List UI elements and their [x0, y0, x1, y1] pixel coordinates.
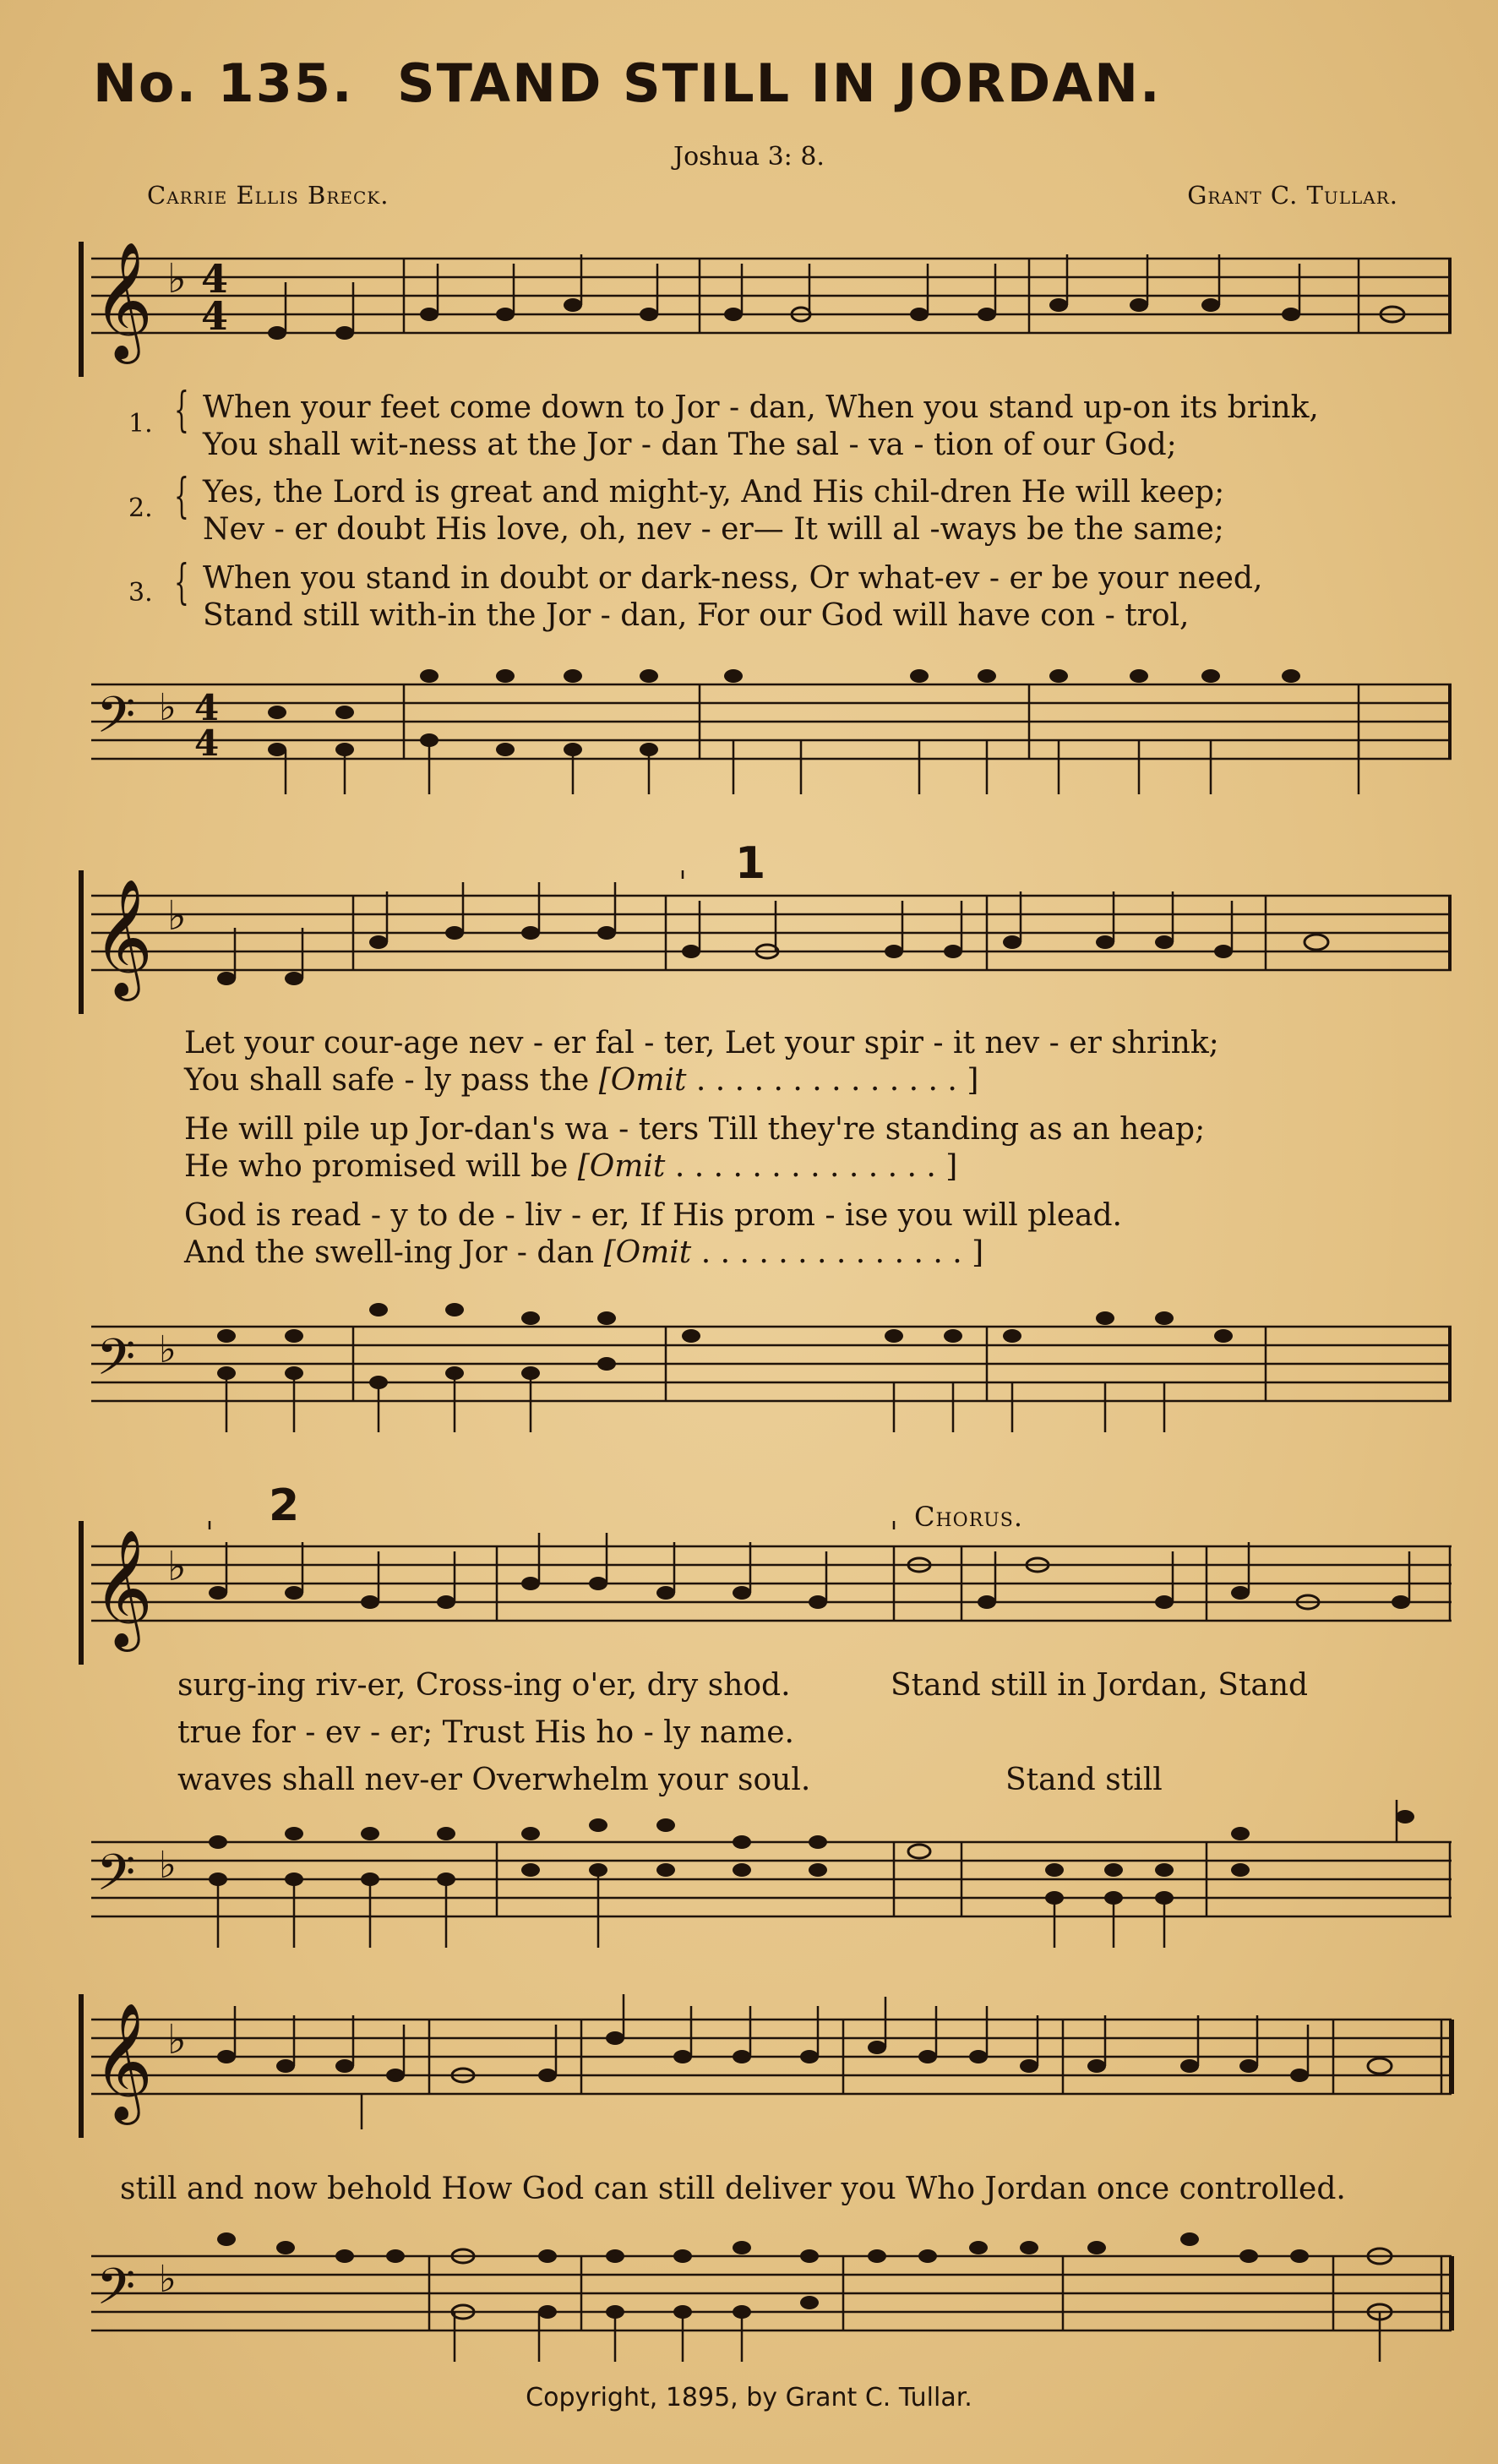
- svg-text:𝄢: 𝄢: [96, 2257, 136, 2328]
- system-1-treble-staff: [74, 233, 1460, 377]
- system-2-bass-staff: [74, 1284, 1460, 1436]
- s2-verse3-line2: [184, 1235, 983, 1270]
- brace-3: {: [174, 555, 189, 610]
- svg-text:4: 4: [201, 293, 229, 339]
- system-3-treble-staff: [74, 1521, 1460, 1665]
- s2-verse1-line1: Let your cour-age nev - er fal - ter, Let your spir - it nev - er shrink;: [184, 1026, 1219, 1060]
- omit-marker-1: [Omit: [598, 1063, 687, 1098]
- svg-text:𝄢: 𝄢: [96, 1843, 136, 1914]
- svg-text:4: 4: [194, 722, 220, 764]
- hymn-number: No. 135.: [93, 52, 354, 114]
- verse1-line2: You shall wit-ness at the Jor - dan The sal - va - tion of our God;: [203, 428, 1177, 462]
- svg-text:𝄞: 𝄞: [93, 879, 153, 996]
- verse3-line2: Stand still with-in the Jor - dan, For our God will have con - trol,: [203, 598, 1190, 633]
- system-3-bass-staff: [74, 1791, 1460, 1952]
- first-ending-label: 1: [735, 838, 766, 889]
- svg-text:𝄢: 𝄢: [96, 1327, 136, 1398]
- omit-marker-3: [Omit: [603, 1235, 692, 1270]
- omit-dots-2: . . . . . . . . . . . . . . ]: [674, 1149, 958, 1184]
- s3-line1-verse: surg-ing riv-er, Cross-ing o'er, dry shod.: [177, 1668, 791, 1703]
- second-ending-label: 2: [269, 1480, 300, 1531]
- system-1-bass-staff: [74, 651, 1460, 803]
- scripture-reference: Joshua 3: 8.: [673, 142, 825, 172]
- svg-text:𝄞: 𝄞: [93, 242, 153, 359]
- system-2-treble-staff: [74, 870, 1460, 1014]
- lyricist: Carrie Ellis Breck.: [147, 181, 389, 210]
- verse-number-3: 3.: [128, 578, 153, 608]
- verse-number-2: 2.: [128, 493, 153, 523]
- chorus-label: Chorus.: [914, 1501, 1024, 1533]
- svg-text:♭: ♭: [159, 1844, 177, 1887]
- svg-text:𝄞: 𝄞: [93, 2003, 153, 2120]
- brace-2: {: [174, 469, 189, 524]
- svg-text:♭: ♭: [159, 1328, 177, 1371]
- svg-text:4: 4: [201, 256, 229, 302]
- composer: Grant C. Tullar.: [1187, 181, 1398, 210]
- verse1-line1: When your feet come down to Jor - dan, When you stand up-on its brink,: [203, 390, 1319, 425]
- svg-text:𝄢: 𝄢: [96, 685, 136, 756]
- svg-text:♭: ♭: [167, 2016, 187, 2063]
- s3-line3: waves shall nev-er Overwhelm your soul.: [177, 1763, 811, 1797]
- svg-text:♭: ♭: [167, 255, 187, 303]
- s2-verse3-line2-text: And the swell-ing Jor - dan: [184, 1235, 595, 1270]
- svg-text:♭: ♭: [167, 1543, 187, 1590]
- s2-verse2-line1: He will pile up Jor-dan's wa - ters Till they're standing as an heap;: [184, 1112, 1206, 1147]
- verse2-line1: Yes, the Lord is great and might-y, And His chil-dren He will keep;: [203, 475, 1225, 510]
- hymn-title: STAND STILL IN JORDAN.: [397, 52, 1162, 114]
- svg-text:𝄞: 𝄞: [93, 1529, 153, 1647]
- s2-verse3-line1: God is read - y to de - liv - er, If His prom - ise you will plead.: [184, 1198, 1122, 1233]
- system-4-treble-staff: [74, 1994, 1460, 2138]
- verse2-line2: Nev - er doubt His love, oh, nev - er— It will al -ways be the same;: [203, 512, 1224, 547]
- s4-chorus-line: still and now behold How God can still deliver you Who Jordan once controlled.: [120, 2172, 1346, 2206]
- omit-dots-3: . . . . . . . . . . . . . . ]: [700, 1235, 984, 1270]
- hymn-title-line: [93, 52, 1445, 114]
- s3-line3-chorus: Stand still: [1005, 1763, 1163, 1797]
- s2-verse2-line2: [184, 1149, 957, 1184]
- s3-line2: true for - ev - er; Trust His ho - ly name.: [177, 1715, 795, 1750]
- brace-1: {: [174, 383, 189, 438]
- svg-text:♭: ♭: [159, 686, 177, 729]
- svg-text:♭: ♭: [159, 2258, 177, 2301]
- system-4-bass-staff: [74, 2205, 1460, 2366]
- s2-verse1-line2: [184, 1063, 978, 1098]
- omit-marker-2: [Omit: [577, 1149, 666, 1184]
- verse-number-1: 1.: [128, 409, 153, 439]
- s3-line1-chorus: Stand still in Jordan, Stand: [891, 1668, 1309, 1703]
- verse3-line1: When you stand in doubt or dark-ness, Or what-ev - er be your need,: [203, 561, 1263, 596]
- svg-text:♭: ♭: [167, 892, 187, 940]
- omit-dots-1: . . . . . . . . . . . . . . ]: [695, 1063, 979, 1098]
- s2-verse2-line2-text: He who promised will be: [184, 1149, 569, 1184]
- svg-text:4: 4: [194, 687, 220, 728]
- copyright-notice: Copyright, 1895, by Grant C. Tullar.: [526, 2383, 972, 2412]
- s2-verse1-line2-text: You shall safe - ly pass the: [184, 1063, 590, 1098]
